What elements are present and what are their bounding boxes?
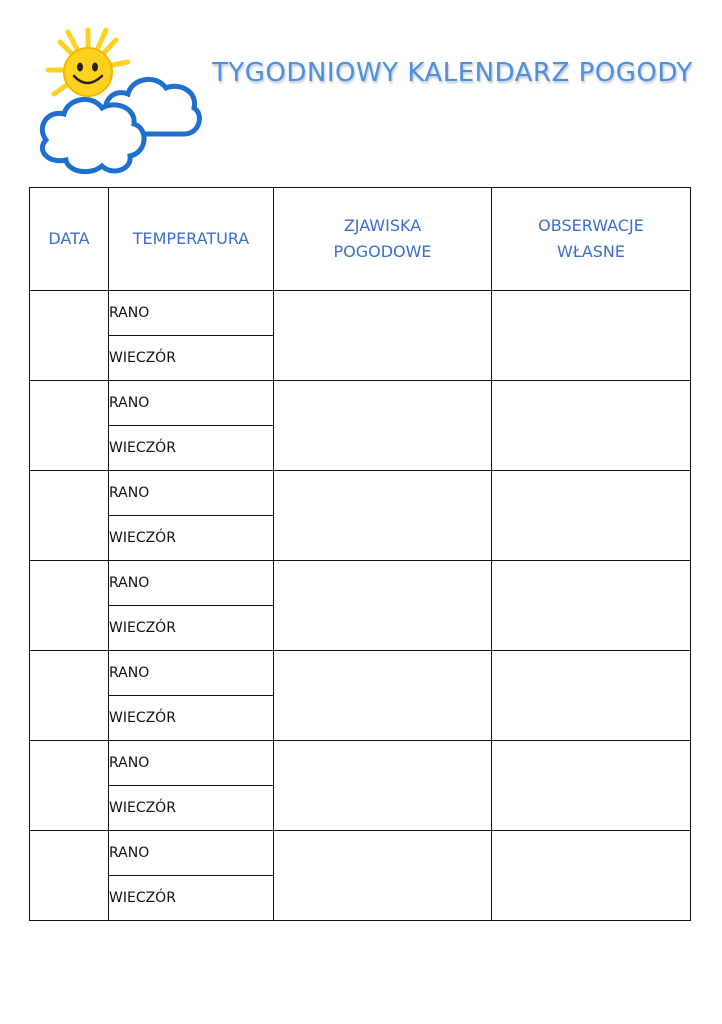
morning-label: RANO (109, 741, 274, 786)
table-row (30, 651, 691, 696)
weather-phenomena-cell[interactable] (274, 381, 492, 471)
evening-label: WIECZÓR (109, 786, 274, 831)
weather-phenomena-cell[interactable] (274, 651, 492, 741)
evening-label: WIECZÓR (109, 516, 274, 561)
evening-label: WIECZÓR (109, 876, 274, 921)
date-cell[interactable] (30, 471, 109, 561)
weather-phenomena-cell[interactable] (274, 831, 492, 921)
header-temperatura: TEMPERATURA (109, 188, 274, 291)
morning-label: RANO (109, 471, 274, 516)
weather-phenomena-cell[interactable] (274, 741, 492, 831)
page-title: TYGODNIOWY KALENDARZ POGODY (212, 58, 693, 88)
table-header-row (30, 188, 691, 291)
morning-label: RANO (109, 561, 274, 606)
observations-cell[interactable] (492, 831, 691, 921)
table-row (30, 471, 691, 516)
morning-label: RANO (109, 291, 274, 336)
weather-phenomena-cell[interactable] (274, 291, 492, 381)
table-row (30, 741, 691, 786)
morning-label: RANO (109, 381, 274, 426)
date-cell[interactable] (30, 651, 109, 741)
morning-label: RANO (109, 831, 274, 876)
evening-label: WIECZÓR (109, 426, 274, 471)
observations-cell[interactable] (492, 291, 691, 381)
observations-cell[interactable] (492, 741, 691, 831)
evening-label: WIECZÓR (109, 696, 274, 741)
observations-cell[interactable] (492, 471, 691, 561)
evening-label: WIECZÓR (109, 336, 274, 381)
table-row (30, 831, 691, 876)
weather-phenomena-cell[interactable] (274, 471, 492, 561)
morning-label: RANO (109, 651, 274, 696)
header-data: DATA (30, 188, 109, 291)
weather-phenomena-cell[interactable] (274, 561, 492, 651)
observations-cell[interactable] (492, 561, 691, 651)
date-cell[interactable] (30, 291, 109, 381)
date-cell[interactable] (30, 381, 109, 471)
observations-cell[interactable] (492, 651, 691, 741)
observations-cell[interactable] (492, 381, 691, 471)
header-obserwacje-wlasne: OBSERWACJE WŁASNE (492, 188, 691, 291)
date-cell[interactable] (30, 741, 109, 831)
evening-label: WIECZÓR (109, 606, 274, 651)
header-zjawiska-pogodowe: ZJAWISKA POGODOWE (274, 188, 492, 291)
table-row (30, 561, 691, 606)
date-cell[interactable] (30, 831, 109, 921)
date-cell[interactable] (30, 561, 109, 651)
weather-calendar-table (29, 187, 691, 921)
table-row (30, 381, 691, 426)
sun-with-clouds-icon (28, 22, 208, 182)
table-row (30, 291, 691, 336)
